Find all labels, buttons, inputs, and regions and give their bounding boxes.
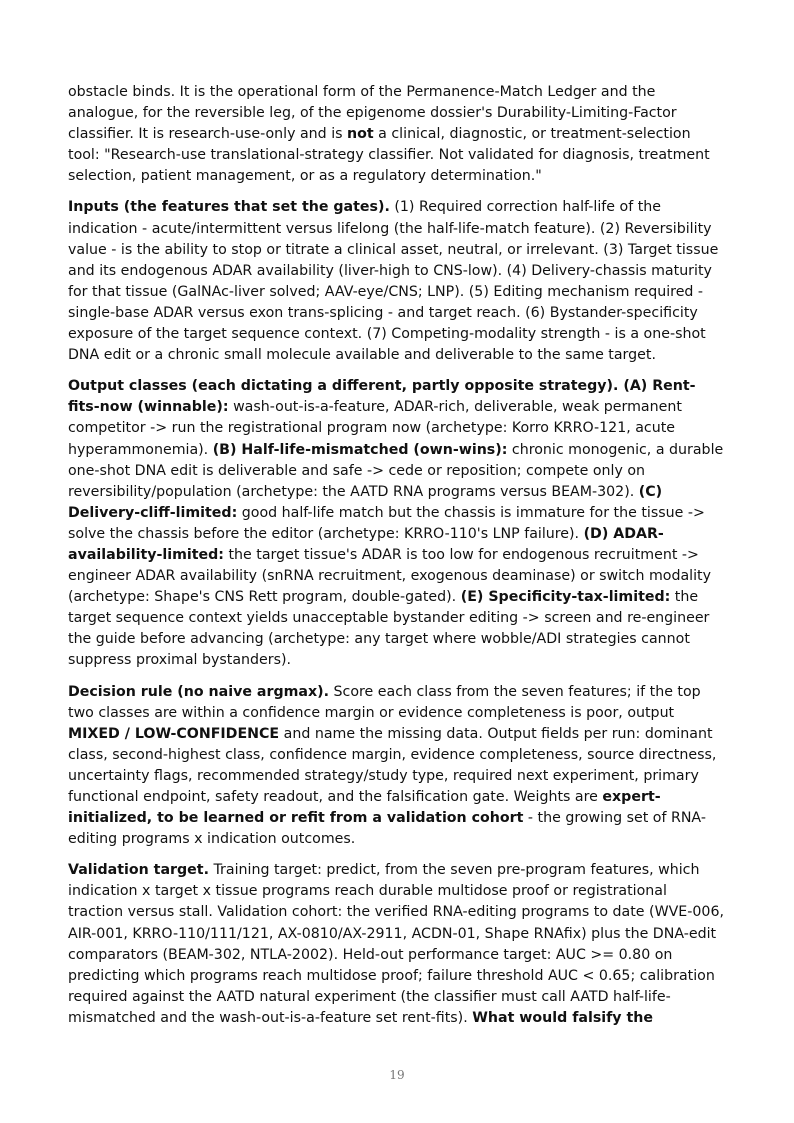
text-run: good half-life match but the chassis is immature for the tissue -> solve the chassis before the editor (archetype: KRRO-110's LNP failure). (68, 504, 705, 542)
text-run: chronic monogenic, a durable one-shot DNA edit is deliverable and safe -> cede or reposition; compete only on reversibility/population (archetype: the AATD RNA programs versus BEAM-302). (68, 441, 724, 500)
bold-text-run: (C) Delivery-cliff-limited: (68, 483, 663, 521)
para-decision-rule (68, 682, 726, 851)
text-run: the target sequence context yields unacceptable bystander editing -> screen and re-engineer the guide before advancing (archetype: any target where wobble/ADI strategies cannot suppress proximal bystanders). (68, 589, 710, 669)
text-run: obstacle binds. It is the operational form of the Permanence-Match Ledger and the analogue, for the reversible leg, of the epigenome dossier's Durability-Limiting-Factor classifier. It is research-use-only and is (68, 84, 677, 143)
bold-text-run: not (347, 126, 374, 143)
bold-text-run: (D) ADAR-availability-limited: (68, 525, 664, 563)
bold-text-run: Validation target. (68, 862, 209, 879)
para-intro-continuation (68, 82, 726, 187)
bold-text-run: What would falsify the (472, 1009, 653, 1026)
para-output-classes (68, 376, 726, 671)
text-run: a clinical, diagnostic, or treatment-selection tool: "Research-use translational-strategy classifier. Not validated for diagnosis, treatment selection, patient management, or as a regulatory determination." (68, 126, 710, 185)
bold-text-run: MIXED / LOW-CONFIDENCE (68, 725, 280, 742)
bold-text-run: Output classes (each dictating a different, partly opposite strategy). (A) Rent-fits-now (winnable): (68, 378, 696, 416)
text-run: the target tissue's ADAR is too low for endogenous recruitment -> engineer ADAR availability (snRNA recruitment, exogenous deaminase) or switch modality (archetype: Shape's CNS Rett program, double-gated). (68, 546, 712, 606)
bold-text-run: (B) Half-life-mismatched (own-wins): (212, 441, 508, 458)
bold-text-run: Inputs (the features that set the gates). (68, 199, 390, 216)
para-validation-target (68, 860, 726, 1029)
text-run: wash-out-is-a-feature, ADAR-rich, deliverable, weak permanent competitor -> run the registrational program now (archetype: Korro KRRO-121, acute hyperammonemia). (68, 399, 682, 458)
bold-text-run: expert-initialized, to be learned or refit from a validation cohort (68, 789, 661, 827)
document-body (68, 82, 726, 1039)
text-run: Training target: predict, from the seven pre-program features, which indication x target x tissue programs reach durable multidose proof or registrational traction versus stall. Validation cohort: the verified RNA-editing programs to date (WVE-006, AIR-001, KRRO-110/111/121, AX-0810/AX-2911, ACDN-01, Shape RNAfix) plus the DNA-edit comparators (BEAM-302, NTLA-2002). Held-out performance target: AUC >= 0.80 on predicting which programs reach multidose proof; failure threshold AUC < 0.65; calibration required against the AATD natural experiment (the classifier must call AATD half-life-mismatched and the wash-out-is-a-feature set rent-fits). (68, 862, 724, 1026)
bold-text-run: Decision rule (no naive argmax). (68, 683, 330, 700)
page-number: 19 (389, 1068, 405, 1082)
text-run: (1) Required correction half-life of the indication - acute/intermittent versus lifelong (the half-life-match feature). (2) Reversibility value - is the ability to stop or titrate a clinical asset, neutral, or irrelevant. (3) Target tissue and its endogenous ADAR availability (liver-high to CNS-low). (4) Delivery-chassis maturity for that tissue (GalNAc-liver solved; AAV-eye/CNS; LNP). (5) Editing mechanism required - single-base ADAR versus exon trans-splicing - and target reach. (6) Bystander-specificity exposure of the target sequence context. (7) Competing-modality strength - is a one-shot DNA edit or a chronic small molecule available and deliverable to the same target. (68, 199, 719, 364)
text-run: Score each class from the seven features; if the top two classes are within a confidence margin or evidence completeness is poor, output (68, 683, 701, 721)
text-run: - the growing set of RNA-editing programs x indication outcomes. (68, 810, 706, 848)
bold-text-run: (E) Specificity-tax-limited: (460, 589, 671, 606)
text-run: and name the missing data. Output fields per run: dominant class, second-highest class, confidence margin, evidence completeness, source directness, uncertainty flags, recommended strategy/study type, required next experiment, primary functional endpoint, safety readout, and the falsification gate. Weights are (68, 725, 717, 805)
para-inputs (68, 197, 726, 366)
